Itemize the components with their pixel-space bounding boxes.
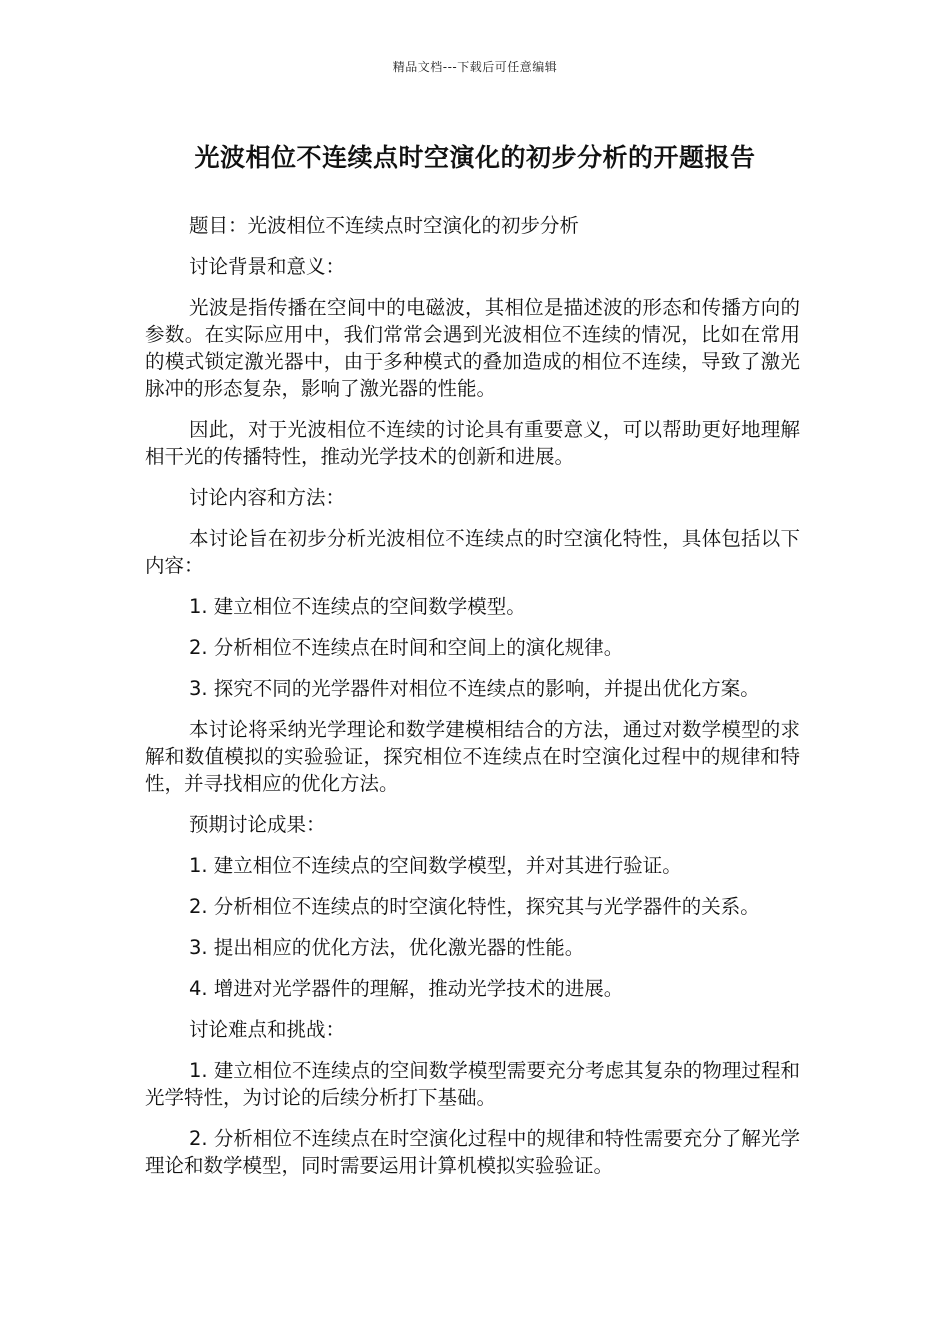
result-list-item-2: 2. 分析相位不连续点的时空演化特性，探究其与光学器件的关系。: [189, 895, 760, 918]
section-heading-expected-results: 预期讨论成果：: [189, 813, 326, 836]
section-heading-background: 讨论背景和意义：: [189, 255, 346, 278]
result-list-item-1: 1. 建立相位不连续点的空间数学模型，并对其进行验证。: [189, 854, 682, 877]
document-title: 光波相位不连续点时空演化的初步分析的开题报告: [194, 143, 756, 172]
section-heading-difficulties: 讨论难点和挑战：: [189, 1018, 346, 1041]
header-note: 精品文档---下载后可任意编辑: [392, 60, 558, 74]
paragraph-method: 本讨论将采纳光学理论和数学建模相结合的方法，通过对数学模型的求解和数值模拟的实验验证，探究相位不连续点在时空演化过程中的规律和特性，并寻找相应的优化方法。: [145, 718, 800, 795]
section-heading-content-method: 讨论内容和方法：: [189, 486, 346, 509]
paragraph-topic: 题目：光波相位不连续点时空演化的初步分析: [189, 214, 580, 237]
content-list-item-1: 1. 建立相位不连续点的空间数学模型。: [189, 595, 526, 618]
result-list-item-4: 4. 增进对光学器件的理解，推动光学技术的进展。: [189, 977, 624, 1000]
result-list-item-3: 3. 提出相应的优化方法，优化激光器的性能。: [189, 936, 585, 959]
content-list-item-2: 2. 分析相位不连续点在时间和空间上的演化规律。: [189, 636, 624, 659]
paragraph-background-2: 因此，对于光波相位不连续的讨论具有重要意义，可以帮助更好地理解相干光的传播特性，推动光学技术的创新和进展。: [145, 418, 800, 468]
difficulty-list-item-2: 2. 分析相位不连续点在时空演化过程中的规律和特性需要充分了解光学理论和数学模型，同时需要运用计算机模拟实验验证。: [145, 1127, 800, 1177]
difficulty-list-item-1: 1. 建立相位不连续点的空间数学模型需要充分考虑其复杂的物理过程和光学特性，为讨论的后续分析打下基础。: [145, 1059, 800, 1109]
document-body: [145, 212, 800, 1193]
content-list-item-3: 3. 探究不同的光学器件对相位不连续点的影响，并提出优化方案。: [189, 677, 760, 700]
paragraph-content-intro: 本讨论旨在初步分析光波相位不连续点的时空演化特性，具体包括以下内容：: [145, 527, 800, 577]
paragraph-background-1: 光波是指传播在空间中的电磁波，其相位是描述波的形态和传播方向的参数。在实际应用中，我们常常会遇到光波相位不连续的情况，比如在常用的模式锁定激光器中，由于多种模式的叠加造成的相位不连续，导致了激光脉冲的形态复杂，影响了激光器的性能。: [145, 296, 800, 400]
